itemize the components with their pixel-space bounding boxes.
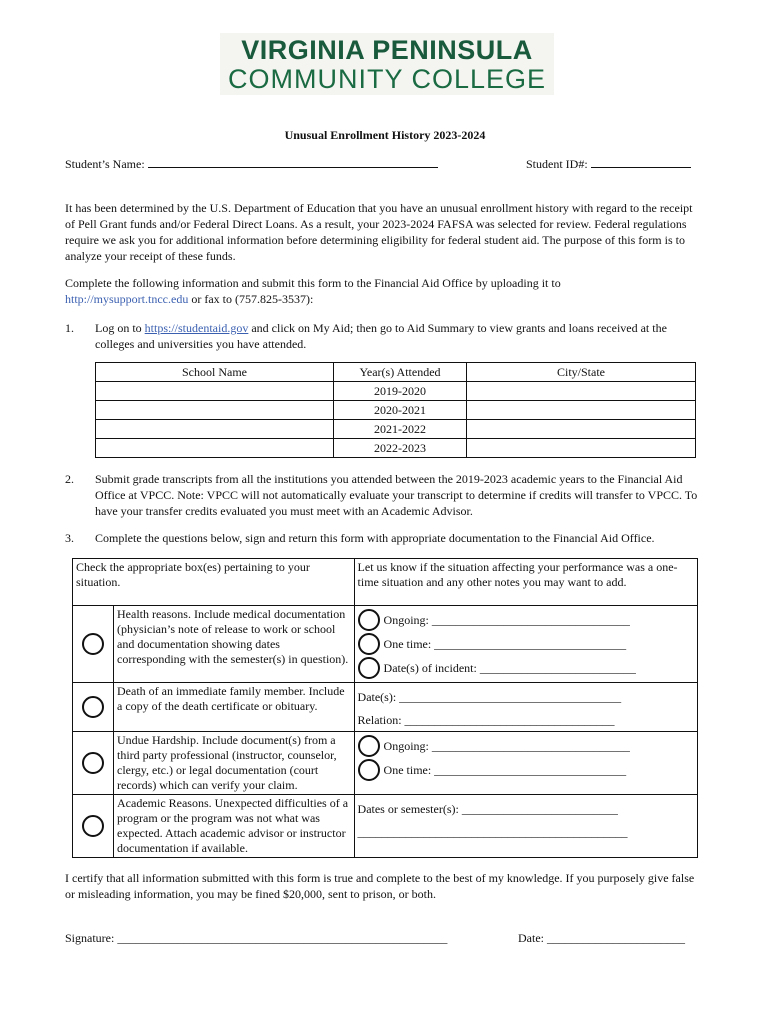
hardship-one-time-option[interactable] (358, 759, 694, 781)
step-3-number: 3. (65, 531, 74, 545)
health-checkbox[interactable] (82, 633, 104, 655)
ongoing-option[interactable] (358, 609, 694, 631)
one-time-radio[interactable] (358, 633, 380, 655)
step-1-pre: Log on to (95, 321, 145, 335)
situation-table (72, 558, 698, 858)
death-dates-field[interactable]: Date(s): _____________________________________ (357, 690, 622, 704)
death-reason: Death of an immediate family member. Include a copy of the death certificate or obituary. (114, 683, 355, 732)
date-field[interactable]: Date: _______________________ (518, 931, 685, 945)
table-row (96, 382, 696, 401)
fax-text: or fax to (757.825-3537): (188, 292, 314, 306)
situation-header-right: Let us know if the situation affecting your performance was a one-time situation and any other notes you may want to add. (354, 559, 697, 606)
ongoing-radio[interactable] (358, 609, 380, 631)
health-reason: Health reasons. Include medical documentation (physician’s note of release to work or school and documentation showing dates corresponding with the semester(s) in question). (114, 606, 355, 683)
hardship-ongoing-radio[interactable] (358, 735, 380, 757)
one-time-label: One time: ________________________________ (383, 636, 627, 651)
year-cell: 2022-2023 (334, 439, 467, 458)
step-1-text (95, 320, 695, 352)
submit-text: Complete the following information and submit this form to the Financial Aid Office by uploading it to (65, 276, 561, 290)
incident-date-radio[interactable] (358, 657, 380, 679)
health-checkbox-cell[interactable] (73, 606, 114, 683)
one-time-option[interactable] (358, 633, 694, 655)
city-state-cell[interactable] (467, 401, 696, 420)
situation-header-row (73, 559, 698, 606)
school-name-cell[interactable] (96, 439, 334, 458)
student-name-row (65, 155, 438, 172)
signature-field[interactable]: Signature: _______________________________________________________ (65, 931, 448, 945)
academic-reason: Academic Reasons. Unexpected difficulties of a program or the program was not what was expected. Attach academic advisor or instructor documentation if available. (114, 795, 355, 858)
year-cell: 2019-2020 (334, 382, 467, 401)
schools-table (95, 362, 696, 458)
situation-row-hardship (73, 732, 698, 795)
student-id-row (526, 155, 691, 172)
incident-date-label: Date(s) of incident: __________________________ (383, 660, 636, 675)
situation-row-death (73, 683, 698, 732)
city-state-cell[interactable] (467, 382, 696, 401)
student-id-label: Student ID#: (526, 157, 588, 171)
academic-fields (354, 795, 697, 858)
intro-paragraph: It has been determined by the U.S. Department of Education that you have an unusual enrollment history with regard to the receipt of Pell Grant funds and/or Federal Direct Loans. As a result, your 2023-2024 FAFSA was selected for review. Federal regulations require we ask you for additional information before determining eligibility for federal student aid. The purpose of this form is to analyze your receipt of these funds. (65, 201, 693, 263)
hardship-ongoing-label: Ongoing: _________________________________ (383, 738, 630, 753)
certification-text: I certify that all information submitted with this form is true and complete to the best of my knowledge. If you purposely give false or misleading information, you may be fined $20,000, sent to prison, or both. (65, 871, 695, 901)
step-2-text: Submit grade transcripts from all the institutions you attended between the 2019-2023 academic years to the Financial Aid Office at VPCC. Note: VPCC will not automatically evaluate your transcript to determine if credits will transfer to VPCC. To have your transfer credits evaluated you must meet with an Academic Advisor. (95, 472, 698, 518)
death-checkbox-cell[interactable] (73, 683, 114, 732)
academic-checkbox-cell[interactable] (73, 795, 114, 858)
student-name-field[interactable] (148, 155, 438, 168)
studentaid-link[interactable]: https://studentaid.gov (144, 321, 249, 335)
logo-line-2: COMMUNITY COLLEGE (227, 64, 547, 94)
academic-notes-field[interactable]: _____________________________________________ (357, 825, 628, 839)
school-name-cell[interactable] (96, 401, 334, 420)
hardship-checkbox[interactable] (82, 752, 104, 774)
header-city-state: City/State (467, 363, 696, 382)
death-checkbox[interactable] (82, 696, 104, 718)
step-1-number: 1. (65, 321, 74, 335)
situation-header-left: Check the appropriate box(es) pertaining to your situation. (73, 559, 355, 606)
hardship-ongoing-option[interactable] (358, 735, 694, 757)
form-title: Unusual Enrollment History 2023-2024 (284, 128, 486, 142)
ongoing-label: Ongoing: _________________________________ (383, 612, 630, 627)
academic-checkbox[interactable] (82, 815, 104, 837)
incident-date-option[interactable] (358, 657, 694, 679)
table-header-row (96, 363, 696, 382)
school-name-cell[interactable] (96, 382, 334, 401)
death-fields (354, 683, 697, 732)
hardship-reason: Undue Hardship. Include document(s) from a third party professional (instructor, counselor, clergy, etc.) or legal documentation (court records) which can verify your claim. (114, 732, 355, 795)
hardship-fields (354, 732, 697, 795)
step-3-text: Complete the questions below, sign and return this form with appropriate documentation to the Financial Aid Office. (95, 531, 655, 545)
submit-instructions (65, 275, 705, 307)
header-school-name: School Name (96, 363, 334, 382)
hardship-one-time-radio[interactable] (358, 759, 380, 781)
student-id-field[interactable] (591, 155, 691, 168)
year-cell: 2020-2021 (334, 401, 467, 420)
school-name-cell[interactable] (96, 420, 334, 439)
college-logo (220, 33, 554, 95)
situation-row-academic (73, 795, 698, 858)
header-years-attended: Year(s) Attended (334, 363, 467, 382)
table-row (96, 439, 696, 458)
hardship-checkbox-cell[interactable] (73, 732, 114, 795)
mysupport-link[interactable]: http://mysupport.tncc.edu (65, 292, 189, 306)
city-state-cell[interactable] (467, 420, 696, 439)
health-fields (354, 606, 697, 683)
hardship-one-time-label: One time: ________________________________ (383, 762, 627, 777)
situation-row-health (73, 606, 698, 683)
academic-dates-field[interactable]: Dates or semester(s): __________________________ (357, 802, 618, 816)
table-row (96, 420, 696, 439)
student-name-label: Student’s Name: (65, 157, 145, 171)
death-relation-field[interactable]: Relation: ___________________________________ (357, 713, 615, 727)
logo-line-1: VIRGINIA PENINSULA (241, 35, 533, 65)
year-cell: 2021-2022 (334, 420, 467, 439)
table-row (96, 401, 696, 420)
step-1-post: and click on My Aid; then go to Aid Summary to view grants and loans received at the colleges and universities you have attended. (95, 321, 667, 351)
step-2-number: 2. (65, 472, 74, 486)
city-state-cell[interactable] (467, 439, 696, 458)
